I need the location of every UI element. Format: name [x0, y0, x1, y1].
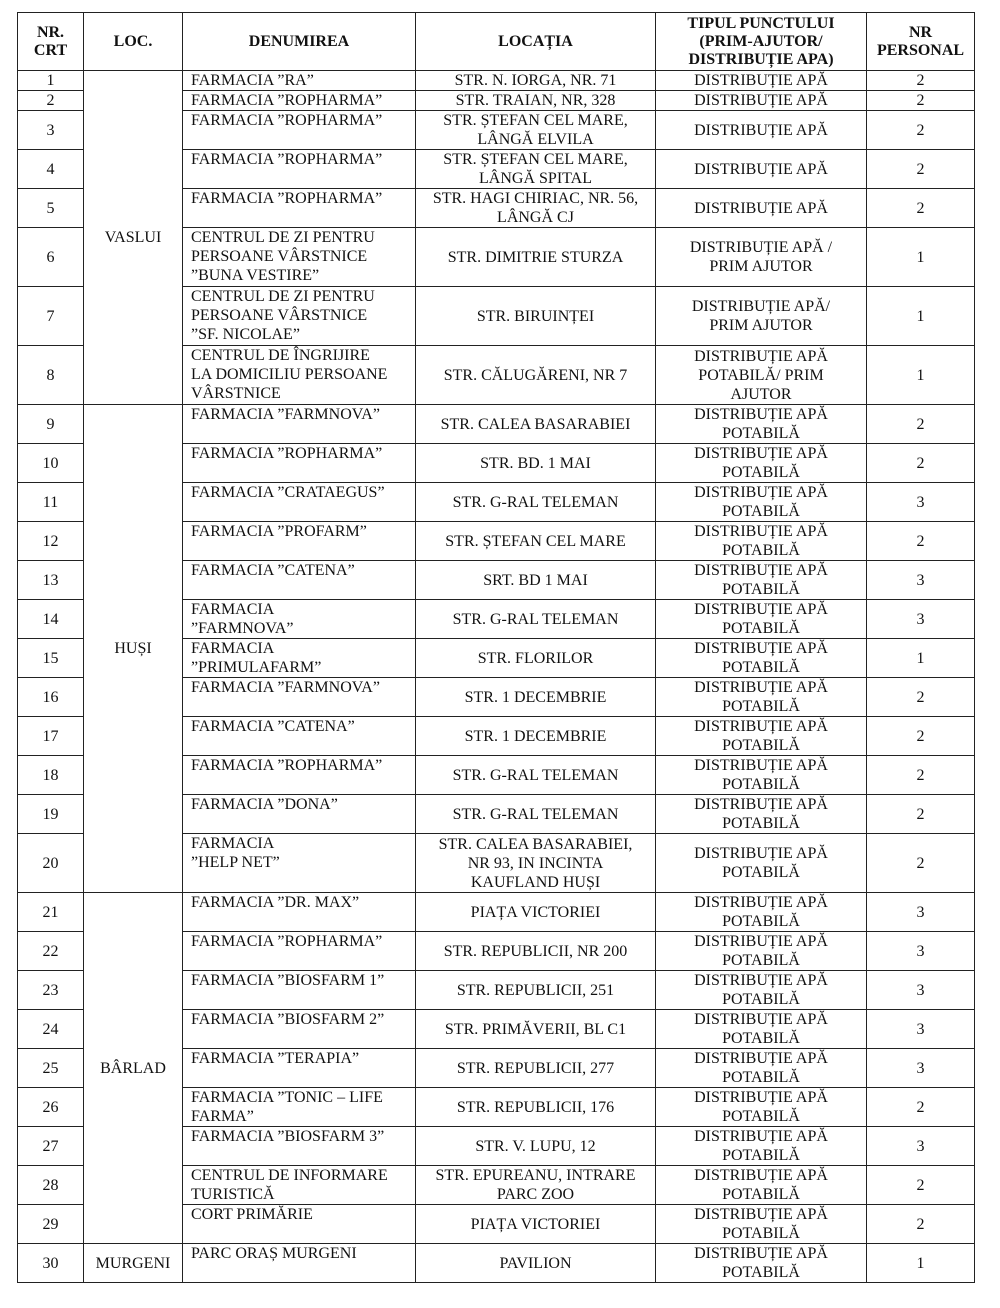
cell-localitate: BÂRLAD: [84, 893, 183, 1244]
cell-locatia: STR. 1 DECEMBRIE: [416, 678, 656, 717]
cell-nr-crt: 4: [18, 150, 84, 189]
cell-nr-personal: 2: [867, 111, 975, 150]
cell-tipul-punctului: DISTRIBUȚIE APĂ POTABILĂ: [656, 1244, 867, 1283]
distribution-points-table: [17, 12, 975, 1283]
cell-denumirea: FARMACIA ”ROPHARMA”: [183, 91, 416, 111]
cell-tipul-punctului: DISTRIBUȚIE APĂ POTABILĂ: [656, 444, 867, 483]
cell-nr-personal: 3: [867, 932, 975, 971]
cell-nr-crt: 8: [18, 346, 84, 405]
cell-locatia: STR. DIMITRIE STURZA: [416, 228, 656, 287]
cell-nr-personal: 3: [867, 1127, 975, 1166]
cell-localitate: MURGENI: [84, 1244, 183, 1283]
cell-nr-personal: 3: [867, 561, 975, 600]
cell-nr-crt: 11: [18, 483, 84, 522]
cell-denumirea: FARMACIA ”FARMNOVA”: [183, 600, 416, 639]
cell-nr-crt: 27: [18, 1127, 84, 1166]
cell-nr-crt: 19: [18, 795, 84, 834]
cell-locatia: STR. HAGI CHIRIAC, NR. 56, LÂNGĂ CJ: [416, 189, 656, 228]
cell-nr-crt: 24: [18, 1010, 84, 1049]
cell-tipul-punctului: DISTRIBUȚIE APĂ POTABILĂ: [656, 522, 867, 561]
cell-nr-crt: 10: [18, 444, 84, 483]
cell-denumirea: FARMACIA ”HELP NET”: [183, 834, 416, 893]
cell-denumirea: CENTRUL DE INFORMARE TURISTICĂ: [183, 1166, 416, 1205]
cell-locatia: STR. PRIMĂVERII, BL C1: [416, 1010, 656, 1049]
cell-locatia: STR. G-RAL TELEMAN: [416, 756, 656, 795]
cell-denumirea: FARMACIA ”BIOSFARM 3”: [183, 1127, 416, 1166]
cell-tipul-punctului: DISTRIBUȚIE APĂ POTABILĂ: [656, 600, 867, 639]
cell-nr-crt: 29: [18, 1205, 84, 1244]
cell-locatia: STR. G-RAL TELEMAN: [416, 795, 656, 834]
cell-tipul-punctului: DISTRIBUȚIE APĂ POTABILĂ: [656, 717, 867, 756]
table-row: [18, 71, 975, 91]
cell-tipul-punctului: DISTRIBUȚIE APĂ POTABILĂ: [656, 1205, 867, 1244]
cell-nr-personal: 3: [867, 483, 975, 522]
cell-tipul-punctului: DISTRIBUȚIE APĂ POTABILĂ: [656, 561, 867, 600]
cell-denumirea: FARMACIA ”BIOSFARM 1”: [183, 971, 416, 1010]
cell-locatia: STR. CALEA BASARABIEI, NR 93, IN INCINTA KAUFLAND HUȘI: [416, 834, 656, 893]
cell-locatia: STR. REPUBLICII, NR 200: [416, 932, 656, 971]
cell-tipul-punctului: DISTRIBUȚIE APĂ POTABILĂ: [656, 1166, 867, 1205]
cell-localitate: VASLUI: [84, 71, 183, 405]
header-denumirea: DENUMIREA: [183, 13, 416, 71]
cell-locatia: STR. REPUBLICII, 251: [416, 971, 656, 1010]
cell-denumirea: FARMACIA ”CRATAEGUS”: [183, 483, 416, 522]
cell-denumirea: FARMACIA ”RA”: [183, 71, 416, 91]
cell-nr-personal: 2: [867, 189, 975, 228]
cell-tipul-punctului: DISTRIBUȚIE APĂ POTABILĂ: [656, 678, 867, 717]
cell-nr-personal: 2: [867, 756, 975, 795]
cell-tipul-punctului: DISTRIBUȚIE APĂ / PRIM AJUTOR: [656, 228, 867, 287]
cell-tipul-punctului: DISTRIBUȚIE APĂ: [656, 189, 867, 228]
cell-tipul-punctului: DISTRIBUȚIE APĂ: [656, 71, 867, 91]
cell-denumirea: FARMACIA ”FARMNOVA”: [183, 678, 416, 717]
cell-nr-personal: 1: [867, 346, 975, 405]
table-row: [18, 893, 975, 932]
cell-nr-crt: 3: [18, 111, 84, 150]
cell-nr-crt: 25: [18, 1049, 84, 1088]
cell-tipul-punctului: DISTRIBUȚIE APĂ POTABILĂ: [656, 932, 867, 971]
cell-denumirea: FARMACIA ”FARMNOVA”: [183, 405, 416, 444]
cell-tipul-punctului: DISTRIBUȚIE APĂ POTABILĂ/ PRIM AJUTOR: [656, 346, 867, 405]
cell-nr-personal: 2: [867, 1166, 975, 1205]
cell-denumirea: FARMACIA ”PROFARM”: [183, 522, 416, 561]
cell-nr-crt: 28: [18, 1166, 84, 1205]
cell-locatia: STR. ȘTEFAN CEL MARE, LÂNGĂ ELVILA: [416, 111, 656, 150]
cell-nr-crt: 26: [18, 1088, 84, 1127]
cell-denumirea: CORT PRIMĂRIE: [183, 1205, 416, 1244]
cell-denumirea: FARMACIA ”ROPHARMA”: [183, 111, 416, 150]
cell-locatia: STR. FLORILOR: [416, 639, 656, 678]
table-body: [18, 71, 975, 1283]
cell-nr-personal: 2: [867, 834, 975, 893]
cell-tipul-punctului: DISTRIBUȚIE APĂ POTABILĂ: [656, 971, 867, 1010]
cell-denumirea: FARMACIA ”BIOSFARM 2”: [183, 1010, 416, 1049]
cell-nr-personal: 2: [867, 444, 975, 483]
cell-nr-personal: 3: [867, 600, 975, 639]
cell-locatia: STR. TRAIAN, NR, 328: [416, 91, 656, 111]
cell-locatia: SRT. BD 1 MAI: [416, 561, 656, 600]
cell-tipul-punctului: DISTRIBUȚIE APĂ POTABILĂ: [656, 795, 867, 834]
header-tipul-punctului: TIPUL PUNCTULUI (PRIM-AJUTOR/ DISTRIBUȚIE APA): [656, 13, 867, 71]
cell-nr-personal: 3: [867, 971, 975, 1010]
cell-tipul-punctului: DISTRIBUȚIE APĂ: [656, 111, 867, 150]
cell-tipul-punctului: DISTRIBUȚIE APĂ POTABILĂ: [656, 1127, 867, 1166]
cell-locatia: STR. BD. 1 MAI: [416, 444, 656, 483]
cell-denumirea: FARMACIA ”ROPHARMA”: [183, 150, 416, 189]
cell-tipul-punctului: DISTRIBUȚIE APĂ POTABILĂ: [656, 483, 867, 522]
cell-tipul-punctului: DISTRIBUȚIE APĂ POTABILĂ: [656, 1010, 867, 1049]
cell-nr-crt: 2: [18, 91, 84, 111]
cell-locatia: PIAȚA VICTORIEI: [416, 893, 656, 932]
cell-locatia: PIAȚA VICTORIEI: [416, 1205, 656, 1244]
header-locatia: LOCAȚIA: [416, 13, 656, 71]
cell-denumirea: FARMACIA ”PRIMULAFARM”: [183, 639, 416, 678]
cell-nr-crt: 9: [18, 405, 84, 444]
header-row: [18, 13, 975, 71]
cell-nr-crt: 17: [18, 717, 84, 756]
cell-tipul-punctului: DISTRIBUȚIE APĂ POTABILĂ: [656, 834, 867, 893]
cell-denumirea: FARMACIA ”DONA”: [183, 795, 416, 834]
cell-nr-crt: 21: [18, 893, 84, 932]
cell-nr-crt: 14: [18, 600, 84, 639]
cell-nr-crt: 1: [18, 71, 84, 91]
cell-nr-personal: 2: [867, 1205, 975, 1244]
cell-denumirea: FARMACIA ”CATENA”: [183, 717, 416, 756]
cell-nr-crt: 15: [18, 639, 84, 678]
cell-nr-personal: 1: [867, 639, 975, 678]
cell-nr-personal: 2: [867, 522, 975, 561]
cell-denumirea: FARMACIA ”TONIC – LIFE FARMA”: [183, 1088, 416, 1127]
cell-nr-personal: 2: [867, 678, 975, 717]
header-nr-personal: NR PERSONAL: [867, 13, 975, 71]
cell-locatia: STR. G-RAL TELEMAN: [416, 483, 656, 522]
cell-locatia: STR. ȘTEFAN CEL MARE: [416, 522, 656, 561]
cell-nr-crt: 6: [18, 228, 84, 287]
cell-nr-crt: 16: [18, 678, 84, 717]
cell-nr-personal: 2: [867, 150, 975, 189]
cell-nr-personal: 3: [867, 1049, 975, 1088]
cell-denumirea: CENTRUL DE ZI PENTRU PERSOANE VÂRSTNICE ”SF. NICOLAE”: [183, 287, 416, 346]
cell-tipul-punctului: DISTRIBUȚIE APĂ POTABILĂ: [656, 1049, 867, 1088]
table-row: [18, 405, 975, 444]
cell-tipul-punctului: DISTRIBUȚIE APĂ POTABILĂ: [656, 405, 867, 444]
cell-nr-personal: 2: [867, 795, 975, 834]
cell-tipul-punctului: DISTRIBUȚIE APĂ POTABILĂ: [656, 893, 867, 932]
cell-tipul-punctului: DISTRIBUȚIE APĂ: [656, 150, 867, 189]
cell-nr-crt: 12: [18, 522, 84, 561]
cell-nr-crt: 7: [18, 287, 84, 346]
cell-nr-personal: 1: [867, 1244, 975, 1283]
cell-nr-crt: 22: [18, 932, 84, 971]
cell-denumirea: FARMACIA ”TERAPIA”: [183, 1049, 416, 1088]
cell-nr-crt: 20: [18, 834, 84, 893]
cell-nr-personal: 2: [867, 1088, 975, 1127]
cell-nr-personal: 1: [867, 287, 975, 346]
cell-tipul-punctului: DISTRIBUȚIE APĂ POTABILĂ: [656, 639, 867, 678]
cell-nr-personal: 3: [867, 1010, 975, 1049]
cell-denumirea: FARMACIA ”ROPHARMA”: [183, 756, 416, 795]
cell-denumirea: PARC ORAȘ MURGENI: [183, 1244, 416, 1283]
cell-denumirea: FARMACIA ”CATENA”: [183, 561, 416, 600]
cell-nr-crt: 18: [18, 756, 84, 795]
cell-tipul-punctului: DISTRIBUȚIE APĂ/ PRIM AJUTOR: [656, 287, 867, 346]
cell-nr-crt: 23: [18, 971, 84, 1010]
cell-nr-crt: 5: [18, 189, 84, 228]
table-header: [18, 13, 975, 71]
cell-locatia: STR. 1 DECEMBRIE: [416, 717, 656, 756]
cell-denumirea: CENTRUL DE ZI PENTRU PERSOANE VÂRSTNICE ”BUNA VESTIRE”: [183, 228, 416, 287]
cell-locatia: STR. N. IORGA, NR. 71: [416, 71, 656, 91]
cell-denumirea: FARMACIA ”DR. MAX”: [183, 893, 416, 932]
cell-denumirea: FARMACIA ”ROPHARMA”: [183, 444, 416, 483]
cell-nr-crt: 13: [18, 561, 84, 600]
cell-locatia: STR. G-RAL TELEMAN: [416, 600, 656, 639]
cell-locatia: STR. REPUBLICII, 277: [416, 1049, 656, 1088]
cell-nr-personal: 2: [867, 91, 975, 111]
cell-tipul-punctului: DISTRIBUȚIE APĂ POTABILĂ: [656, 1088, 867, 1127]
cell-locatia: STR. CALEA BASARABIEI: [416, 405, 656, 444]
cell-localitate: HUȘI: [84, 405, 183, 893]
cell-locatia: STR. ȘTEFAN CEL MARE, LÂNGĂ SPITAL: [416, 150, 656, 189]
cell-nr-personal: 2: [867, 71, 975, 91]
document-page: [17, 12, 974, 1283]
table-row: [18, 1244, 975, 1283]
cell-denumirea: FARMACIA ”ROPHARMA”: [183, 932, 416, 971]
cell-locatia: STR. CĂLUGĂRENI, NR 7: [416, 346, 656, 405]
cell-nr-crt: 30: [18, 1244, 84, 1283]
header-loc: LOC.: [84, 13, 183, 71]
cell-nr-personal: 1: [867, 228, 975, 287]
cell-locatia: STR. EPUREANU, INTRARE PARC ZOO: [416, 1166, 656, 1205]
cell-nr-personal: 2: [867, 405, 975, 444]
cell-locatia: STR. REPUBLICII, 176: [416, 1088, 656, 1127]
cell-locatia: STR. BIRUINȚEI: [416, 287, 656, 346]
cell-tipul-punctului: DISTRIBUȚIE APĂ: [656, 91, 867, 111]
cell-nr-personal: 3: [867, 893, 975, 932]
cell-locatia: STR. V. LUPU, 12: [416, 1127, 656, 1166]
cell-locatia: PAVILION: [416, 1244, 656, 1283]
header-nr-crt: NR. CRT: [18, 13, 84, 71]
cell-denumirea: CENTRUL DE ÎNGRIJIRE LA DOMICILIU PERSOANE VÂRSTNICE: [183, 346, 416, 405]
cell-tipul-punctului: DISTRIBUȚIE APĂ POTABILĂ: [656, 756, 867, 795]
cell-nr-personal: 2: [867, 717, 975, 756]
cell-denumirea: FARMACIA ”ROPHARMA”: [183, 189, 416, 228]
